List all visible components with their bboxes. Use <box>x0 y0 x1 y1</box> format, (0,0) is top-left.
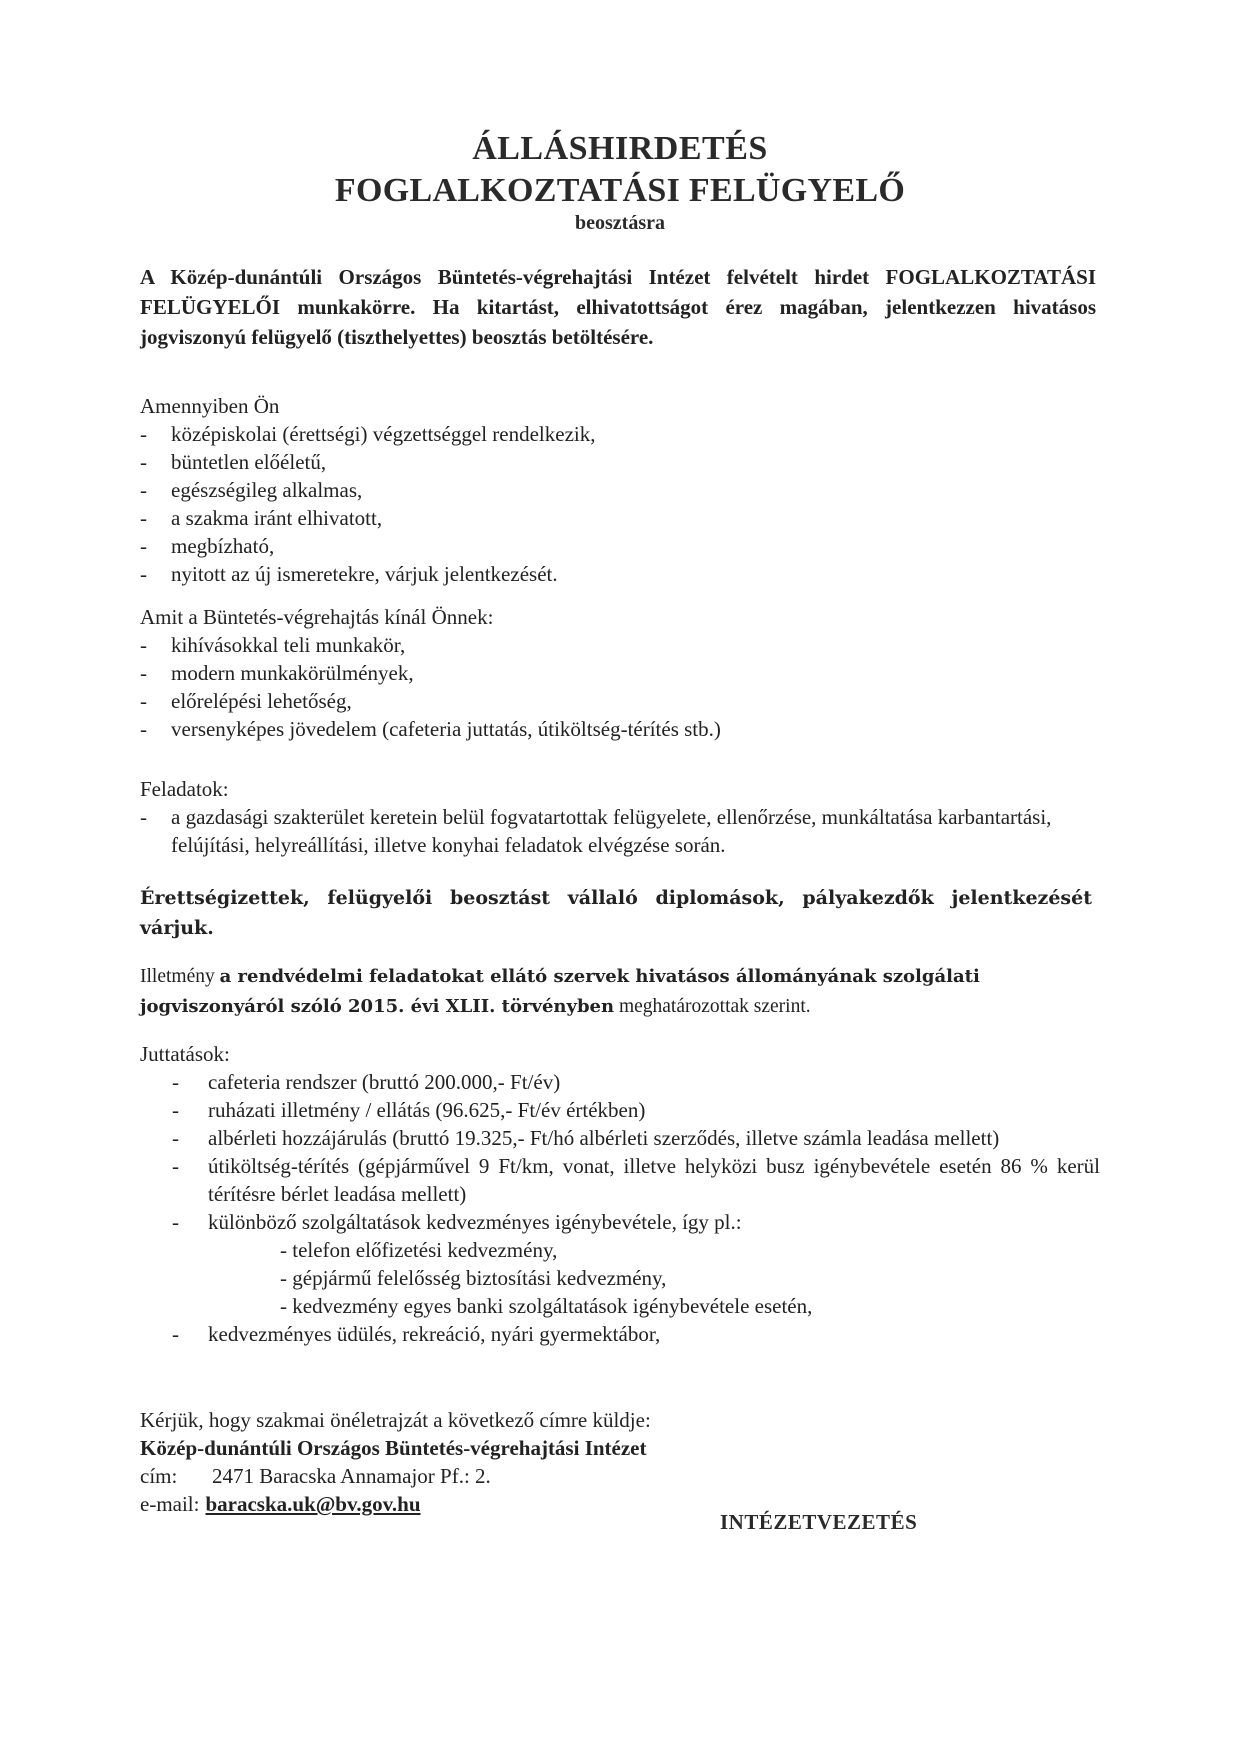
bullet-dash: - <box>140 450 147 474</box>
list-item-text: kihívásokkal teli munkakör, <box>171 633 406 657</box>
bullet-dash: - <box>140 422 147 446</box>
position-title: FOGLALKOZTATÁSI FELÜGYELŐ <box>334 172 906 209</box>
salary-pre: Illetmény <box>140 966 220 987</box>
list-item-text: kedvezményes üdülés, rekreáció, nyári gyermektábor, <box>208 1322 661 1346</box>
bullet-dash: - <box>140 805 147 829</box>
offer-list <box>140 631 1100 743</box>
bullet-dash: - <box>140 506 147 530</box>
list-item <box>140 1068 1100 1096</box>
list-item <box>140 420 1100 448</box>
email-link[interactable]: baracska.uk@bv.gov.hu <box>205 1492 421 1516</box>
list-item-text: megbízható, <box>171 534 275 558</box>
bullet-dash: - <box>140 478 147 502</box>
contact-address-row <box>140 1462 1100 1490</box>
requirements-list <box>140 420 1100 588</box>
bullet-dash: - <box>140 689 147 713</box>
email-label: e-mail: <box>140 1492 200 1516</box>
list-item <box>140 659 1100 687</box>
list-item <box>140 1124 1100 1152</box>
list-item <box>140 1152 1100 1208</box>
bullet-dash: - <box>172 1210 179 1234</box>
list-item-text: versenyképes jövedelem (cafeteria juttatás, útiköltség-térítés stb.) <box>171 717 721 741</box>
list-item <box>140 803 1100 859</box>
document-title: ÁLLÁSHIRDETÉS <box>472 130 768 167</box>
list-item-text: különböző szolgáltatások kedvezményes igénybevétele, így pl.: <box>208 1210 742 1234</box>
list-item-text: ruházati illetmény / ellátás (96.625,- Ft/év értékben) <box>208 1098 646 1122</box>
tasks-list <box>140 803 1100 859</box>
benefits-list <box>140 1068 1100 1236</box>
list-item <box>140 504 1100 532</box>
bullet-dash: - <box>140 562 147 586</box>
list-item-text: a szakma iránt elhivatott, <box>171 506 383 530</box>
salary-law-reference: a rendvédelmi feladatokat ellátó szervek hivatásos állományának szolgálati jogviszonyáról szóló 2015. évi XLII. törvényben <box>140 966 980 1017</box>
list-item <box>140 476 1100 504</box>
bullet-dash: - <box>140 633 147 657</box>
bullet-dash: - <box>172 1154 179 1178</box>
list-item <box>140 631 1100 659</box>
benefits-sublist <box>140 1236 1100 1320</box>
bullet-dash: - <box>140 534 147 558</box>
list-item <box>140 687 1100 715</box>
bullet-dash: - <box>140 661 147 685</box>
list-item-text: a gazdasági szakterület keretein belül fogvatartottak felügyelete, ellenőrzése, munkáltatása karbantartási, felújítási, helyreállítási, illetve konyhai feladatok elvégzése során. <box>171 805 1052 857</box>
list-item-text: albérleti hozzájárulás (bruttó 19.325,- Ft/hó albérleti szerződés, illetve számla leadása mellett) <box>208 1126 1000 1150</box>
contact-section <box>140 1406 1100 1518</box>
list-item-text: előrelépési lehetőség, <box>171 689 352 713</box>
list-item-text: cafeteria rendszer (bruttó 200.000,- Ft/év) <box>208 1070 561 1094</box>
list-item <box>140 715 1100 743</box>
list-item-text: útiköltség-térítés (gépjárművel 9 Ft/km, vonat, illetve helyközi busz igénybevétele esetén 86 % kerül térítésre bérlet leadása mellett) <box>208 1154 1100 1206</box>
sublist-item: - kedvezmény egyes banki szolgáltatások igénybevétele esetén, <box>280 1294 813 1318</box>
list-item <box>140 1208 1100 1236</box>
requirements-section <box>140 392 1100 588</box>
benefits-section <box>140 1040 1100 1348</box>
bullet-dash: - <box>172 1070 179 1094</box>
benefits-label: Juttatások: <box>140 1042 230 1066</box>
bullet-dash: - <box>172 1098 179 1122</box>
signature: INTÉZETVEZETÉS <box>720 1510 918 1534</box>
requirements-label: Amennyiben Ön <box>140 394 280 418</box>
contact-request: Kérjük, hogy szakmai önéletrajzát a következő címre küldje: <box>140 1408 651 1432</box>
list-item-text: nyitott az új ismeretekre, várjuk jelentkezését. <box>171 562 558 586</box>
list-item-text: középiskolai (érettségi) végzettséggel rendelkezik, <box>171 422 596 446</box>
tasks-label: Feladatok: <box>140 777 229 801</box>
list-item-text: modern munkakörülmények, <box>171 661 414 685</box>
salary-post: meghatározottak szerint. <box>614 996 811 1017</box>
salary-paragraph <box>140 962 1100 1022</box>
list-item <box>140 560 1100 588</box>
offer-section <box>140 603 1100 743</box>
welcome-paragraph: Érettségizettek, felügyelői beosztást vállaló diplomások, pályakezdők jelentkezését várjuk. <box>140 887 1092 939</box>
list-item-text: egészségileg alkalmas, <box>171 478 363 502</box>
address-label: cím: <box>140 1464 178 1488</box>
bullet-dash: - <box>172 1322 179 1346</box>
bullet-dash: - <box>140 717 147 741</box>
offer-label: Amit a Büntetés-végrehajtás kínál Önnek: <box>140 605 494 629</box>
list-item <box>140 1096 1100 1124</box>
sublist-item: - telefon előfizetési kedvezmény, <box>280 1238 558 1262</box>
intro-paragraph: A Közép-dunántúli Országos Büntetés-végrehajtási Intézet felvételt hirdet FOGLALKOZTATÁSI FELÜGYELŐI munkakörre. Ha kitartást, elhivatottságot érez magában, jelentkezzen hivatásos jogviszonyú felügyelő (tiszthelyettes) beosztás betöltésére. <box>140 265 1096 349</box>
list-item <box>140 1320 1100 1348</box>
tasks-section <box>140 775 1100 859</box>
list-item <box>140 532 1100 560</box>
document-subtitle: beosztásra <box>575 212 665 234</box>
list-item-text: büntetlen előéletű, <box>171 450 327 474</box>
benefits-list-tail <box>140 1320 1100 1348</box>
contact-organization: Közép-dunántúli Országos Büntetés-végrehajtási Intézet <box>140 1436 647 1460</box>
contact-email-row <box>140 1490 1100 1518</box>
address-value: 2471 Baracska Annamajor Pf.: 2. <box>212 1464 491 1488</box>
list-item <box>140 448 1100 476</box>
bullet-dash: - <box>172 1126 179 1150</box>
sublist-item: - gépjármű felelősség biztosítási kedvezmény, <box>280 1266 667 1290</box>
